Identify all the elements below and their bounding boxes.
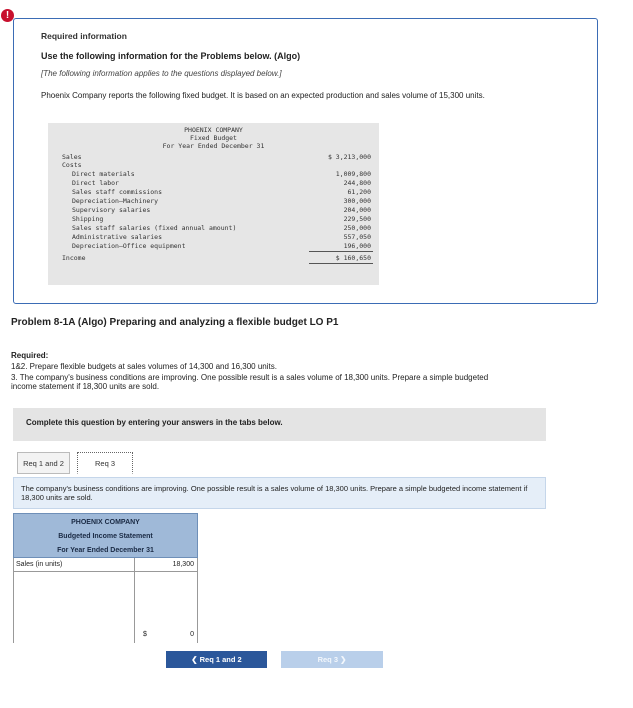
dollar-sign: $	[143, 631, 147, 638]
fb-cost-row: Supervisory salaries 204,000	[72, 206, 371, 214]
fb-costs-label: Costs	[62, 161, 82, 169]
fb-income-label: Income	[62, 254, 86, 262]
fb-cost-row: Sales staff commissions 61,200	[72, 188, 371, 196]
row-label-input[interactable]	[13, 586, 135, 600]
fb-cost-row: Direct labor 244,800	[72, 179, 371, 187]
fb-title: Fixed Budget	[190, 134, 237, 142]
instructions-text: Complete this question by entering your answers in the tabs below.	[26, 418, 283, 427]
fb-cost-row: Administrative salaries 557,050	[72, 233, 371, 241]
statement-title: Budgeted Income Statement	[58, 533, 153, 540]
info-description: Phoenix Company reports the following fixed budget. It is based on an expected production and sales volume of 15,300 units.	[41, 91, 485, 100]
tab-req-1-and-2[interactable]: Req 1 and 2	[17, 452, 70, 474]
total-label-input[interactable]	[13, 628, 135, 643]
fb-period: For Year Ended December 31	[162, 142, 265, 150]
fb-cost-row: Sales staff salaries (fixed annual amount) 250,000	[72, 224, 371, 232]
table-row	[13, 614, 198, 628]
fb-income-amount: $ 160,650	[335, 254, 371, 262]
next-req-button[interactable]: Req 3 ❯	[281, 651, 383, 668]
tab-panel-text: The company's business conditions are improving. One possible result is a sales volume of 18,300 units. Prepare a simple budgeted income statement if 18,300 units are sold.	[21, 484, 528, 502]
sales-units-row	[13, 558, 198, 572]
instructions-bar	[13, 408, 546, 441]
required-label: Required:	[11, 351, 49, 360]
fb-cost-row: Direct materials 1,009,800	[72, 170, 371, 178]
info-title: Required information	[41, 31, 127, 41]
table-row	[13, 586, 198, 600]
requirement-1-2: 1&2. Prepare flexible budgets at sales volumes of 14,300 and 16,300 units.	[11, 362, 277, 371]
alert-icon: !	[1, 9, 14, 22]
row-label-input[interactable]	[13, 572, 135, 586]
table-row	[13, 600, 198, 614]
row-label-input[interactable]	[13, 600, 135, 614]
fb-income-double-rule	[309, 263, 373, 264]
requirement-3: 3. The company's business conditions are improving. One possible result is a sales volume of 18,300 units. Prepare a simple budgeted	[11, 373, 489, 382]
fb-total-rule	[309, 251, 373, 252]
tab-req-3[interactable]: Req 3	[77, 452, 133, 474]
row-amount-input[interactable]	[135, 614, 198, 628]
fb-cost-row: Shipping 229,500	[72, 215, 371, 223]
statement-period: For Year Ended December 31	[57, 547, 154, 554]
fb-cost-row: Depreciation—Machinery 300,000	[72, 197, 371, 205]
problem-title: Problem 8-1A (Algo) Preparing and analyzing a flexible budget LO P1	[11, 317, 339, 328]
fb-company: PHOENIX COMPANY	[184, 126, 243, 134]
row-amount-input[interactable]	[135, 572, 198, 586]
sales-units-value: 18,300	[135, 558, 198, 572]
prev-req-button[interactable]: ❮ Req 1 and 2	[166, 651, 267, 668]
row-amount-input[interactable]	[135, 600, 198, 614]
row-label-input[interactable]	[13, 614, 135, 628]
fb-cost-row: Depreciation—Office equipment 196,000	[72, 242, 371, 250]
fb-income-row	[48, 254, 379, 263]
statement-company: PHOENIX COMPANY	[71, 519, 140, 526]
info-use-text: Use the following information for the Problems below. (Algo)	[41, 51, 301, 61]
requirement-3-cont: income statement if 18,300 units are sold.	[11, 382, 160, 391]
fb-sales-amount: $ 3,213,000	[327, 153, 371, 161]
sales-units-label: Sales (in units)	[13, 558, 135, 572]
total-amount-input[interactable]	[135, 628, 198, 643]
info-italic-note: [The following information applies to the questions displayed below.]	[41, 69, 282, 78]
statement-header	[13, 513, 198, 558]
fb-sales-label: Sales	[62, 153, 82, 161]
fixed-budget-table	[48, 123, 379, 285]
fb-costs-row	[48, 161, 379, 170]
row-amount-input[interactable]	[135, 586, 198, 600]
required-information-panel	[13, 18, 598, 304]
total-row	[13, 628, 198, 643]
total-value: 0	[190, 631, 194, 638]
table-row	[13, 572, 198, 586]
tab-panel-instructions	[13, 477, 546, 509]
